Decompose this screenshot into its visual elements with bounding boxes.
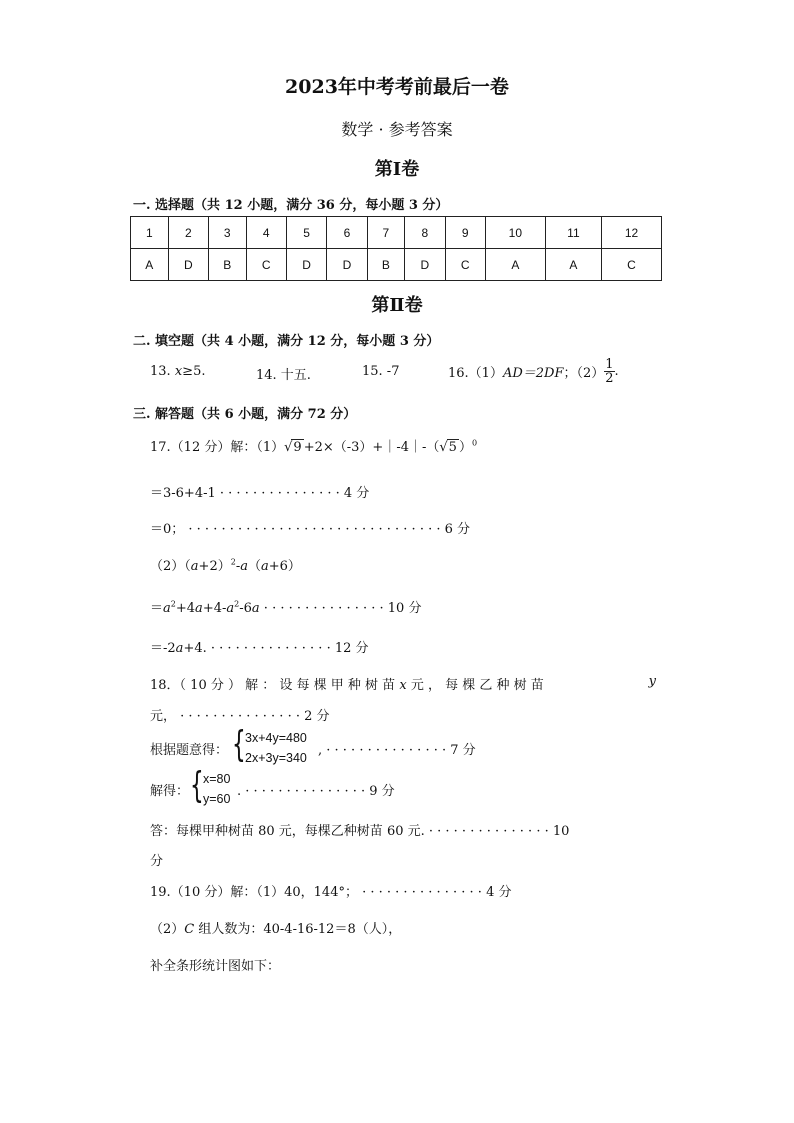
page-subtitle: 数学 · 参考答案 [341,120,453,139]
section-three-heading: 三. 解答题（共 6 小题，满分 72 分） [133,407,357,422]
answer-cell: B [208,249,246,281]
question-number-cell: 1 [131,217,169,249]
question-number-cell: 5 [286,217,326,249]
answer-cell: B [367,249,405,281]
q17-step-1: ＝3-6+4-1 · · · · · · · · · · · · · · · 4 分 [150,486,370,501]
answer-cell: D [286,249,326,281]
q19-step-3: 补全条形统计图如下： [150,959,281,974]
question-number-cell: 10 [485,217,545,249]
answer-cell: D [168,249,208,281]
question-number-cell: 8 [405,217,445,249]
left-brace-icon: { [190,765,204,806]
answer-cell: A [545,249,601,281]
question-number-cell: 6 [327,217,367,249]
fill-answer-14: 14. 十五. [256,368,311,383]
q17-part2-expression: $(2)(a+2)^2-a(a+6)$ [150,557,301,574]
q18-intro: 18．（ 10 分 ） 解 ： 设 每 棵 甲 种 树 苗 x 元 ， 每 棵 乙 种 树 苗 y [150,674,656,693]
section-one-heading: 一. 选择题（共 12 小题，满分 36 分，每小题 3 分） [133,198,449,213]
section-two-heading: 二. 填空题（共 4 小题，满分 12 分，每小题 3 分） [133,334,440,349]
part-two-heading: 第Ⅱ卷 [371,295,423,316]
answer-cell: C [445,249,485,281]
answer-cell: A [131,249,169,281]
fill-answer-13: 13. x≥5. [150,364,206,379]
answer-table-answer-row [131,249,662,281]
q17-step-2: ＝0； · · · · · · · · · · · · · · · · · · · · · · · · · · · · · · · 6 分 [150,522,471,537]
question-number-cell: 12 [601,217,661,249]
answer-table-number-row [131,217,662,249]
left-brace-icon: { [232,724,246,765]
q18-equation-score: , · · · · · · · · · · · · · · · 7 分 [318,743,476,758]
q18-answer: 答：每棵甲种树苗 80 元，每棵乙种树苗 60 元. · · · · · · · · · · · · · · · 10 [150,824,570,839]
q18-solution-score: . · · · · · · · · · · · · · · · 9 分 [237,784,395,799]
fraction-one-half: $\frac{1}{2}$ [605,357,614,386]
q18-solution-system: x=80 y=60 [203,772,231,806]
q18-answer-unit: 分 [150,854,164,869]
fill-answer-16: 16.（1）AD＝2DF；（2） $\frac{1}{2}$ . [448,357,619,386]
q19-step-2: （2）C 组人数为：40-4-16-12＝8（人）， [150,922,402,937]
q17-step-4: ＝-2a+4. · · · · · · · · · · · · · · · 12 分 [150,641,369,656]
answer-cell: D [327,249,367,281]
question-number-cell: 2 [168,217,208,249]
part-one-heading: 第Ⅰ卷 [374,159,420,180]
q17-expression: 17.（12 分）解：（1）√9 +2×（-3）+｜-4｜-（√5 ）$^0$ [150,438,478,455]
answer-cell: C [601,249,661,281]
answer-cell: D [405,249,445,281]
question-number-cell: 7 [367,217,405,249]
fill-answer-15: 15. -7 [362,364,400,379]
q17-step-3: $=a^2+4a+4-a^2-6a$ · · · · · · · · · · · · · · · 10 分 [150,599,422,616]
answer-table [130,216,662,281]
q18-intro-cont: 元， · · · · · · · · · · · · · · · 2 分 [150,709,330,724]
q18-solution-label: 解得： [150,784,190,799]
question-number-cell: 11 [545,217,601,249]
q18-equation-label: 根据题意得： [150,743,229,758]
question-number-cell: 9 [445,217,485,249]
answer-cell: A [485,249,545,281]
question-number-cell: 4 [246,217,286,249]
q19-step-1: 19.（10 分）解：（1）40，144°； · · · · · · · · · · · · · · · 4 分 [150,885,512,900]
question-number-cell: 3 [208,217,246,249]
answer-cell: C [246,249,286,281]
page-title: 2023年中考考前最后一卷 [285,76,509,98]
q18-equation-system: 3x+4y=480 2x+3y=340 [245,731,307,765]
